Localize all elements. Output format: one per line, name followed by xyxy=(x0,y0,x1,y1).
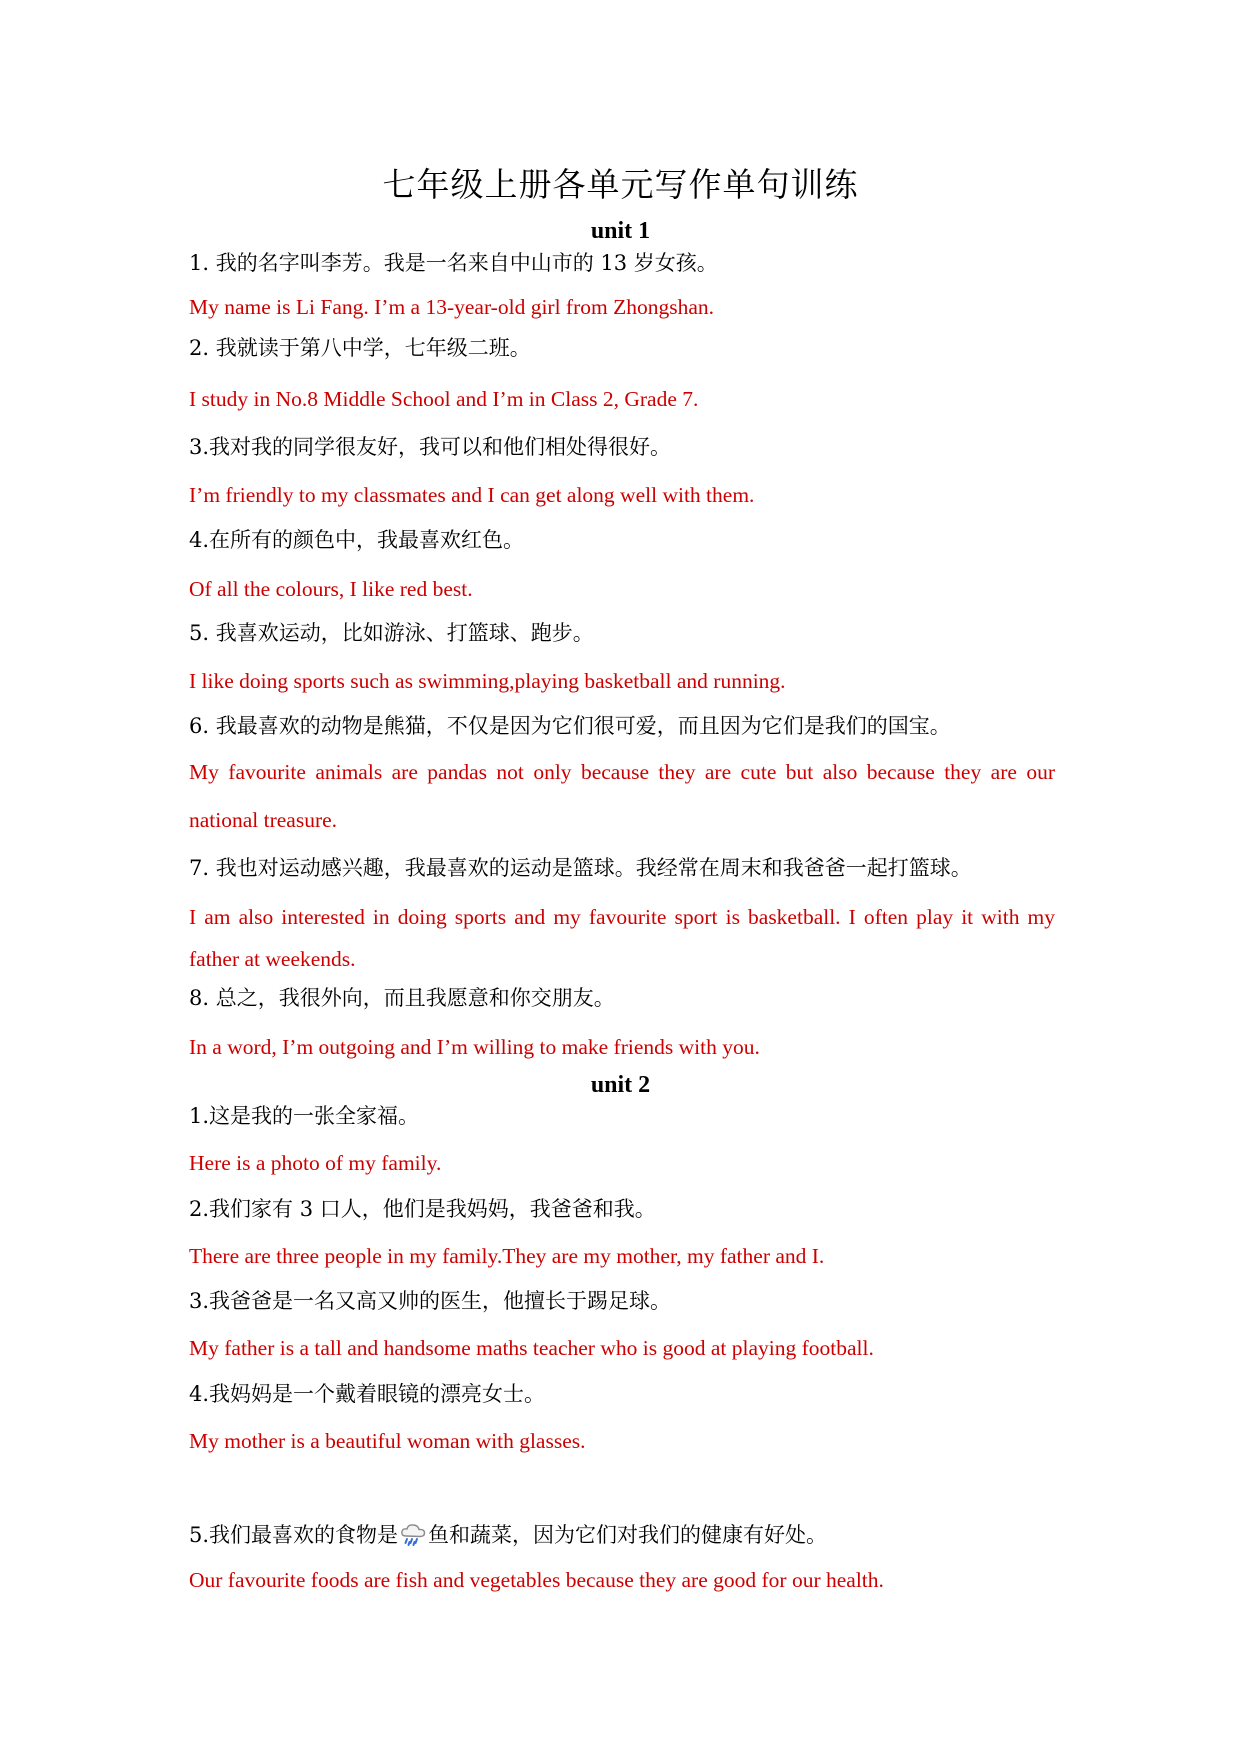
answer-en: There are three people in my family.They are my mother, my father and I. xyxy=(189,1244,825,1268)
page-title: 七年级上册各单元写作单句训练 xyxy=(382,165,859,204)
question-zh: 6. 我最喜欢的动物是熊猫，不仅是因为它们很可爱，而且因为它们是我们的国宝。 xyxy=(189,714,951,738)
answer-en: My favourite animals are pandas not only because they are cute but also because they are our national treasure. xyxy=(189,760,1055,832)
question-zh: 4.我妈妈是一个戴着眼镜的漂亮女士。 xyxy=(189,1382,546,1406)
question-zh: 2.我们家有 3 口人，他们是我妈妈，我爸爸和我。 xyxy=(189,1197,656,1221)
question-zh-part: 5.我们最喜欢的食物是 xyxy=(189,1523,399,1547)
question-zh: 2. 我就读于第八中学，七年级二班。 xyxy=(189,336,531,360)
question-zh: 3.我对我的同学很友好，我可以和他们相处得很好。 xyxy=(189,435,672,459)
unit-heading: unit 1 xyxy=(590,218,651,244)
answer-en: I’m friendly to my classmates and I can get along well with them. xyxy=(189,483,755,507)
question-zh: 4.在所有的颜色中，我最喜欢红色。 xyxy=(189,528,525,552)
question-zh: 7. 我也对运动感兴趣，我最喜欢的运动是篮球。我经常在周末和我爸爸一起打篮球。 xyxy=(189,856,972,880)
answer-en: Here is a photo of my family. xyxy=(189,1151,442,1175)
question-zh: 1. 我的名字叫李芳。我是一名来自中山市的 13 岁女孩。 xyxy=(189,251,718,275)
unit-heading: unit 2 xyxy=(590,1072,651,1098)
answer-en: I am also interested in doing sports and my favourite sport is basketball. I often play it with my father at weekends. xyxy=(189,905,1055,971)
answer-en: My father is a tall and handsome maths teacher who is good at playing football. xyxy=(189,1336,874,1360)
question-zh: 5. 我喜欢运动，比如游泳、打篮球、跑步。 xyxy=(189,621,594,645)
question-zh-part: 鱼和蔬菜，因为它们对我们的健康有好处。 xyxy=(428,1523,828,1547)
answer-en: In a word, I’m outgoing and I’m willing to make friends with you. xyxy=(189,1035,760,1059)
rain-cloud-icon xyxy=(399,1523,427,1547)
question-zh: 1.这是我的一张全家福。 xyxy=(189,1104,420,1128)
answer-en: I study in No.8 Middle School and I’m in Class 2, Grade 7. xyxy=(189,387,699,411)
answer-en: I like doing sports such as swimming,playing basketball and running. xyxy=(189,669,786,693)
answer-en: Our favourite foods are fish and vegetables because they are good for our health. xyxy=(189,1568,884,1592)
question-zh: 3.我爸爸是一名又高又帅的医生，他擅长于踢足球。 xyxy=(189,1289,672,1313)
answer-en: Of all the colours, I like red best. xyxy=(189,577,473,601)
question-zh: 8. 总之，我很外向，而且我愿意和你交朋友。 xyxy=(189,986,615,1010)
answer-en: My mother is a beautiful woman with glasses. xyxy=(189,1429,586,1453)
answer-en: My name is Li Fang. I’m a 13-year-old girl from Zhongshan. xyxy=(189,295,715,319)
question-zh xyxy=(189,1520,1059,1550)
